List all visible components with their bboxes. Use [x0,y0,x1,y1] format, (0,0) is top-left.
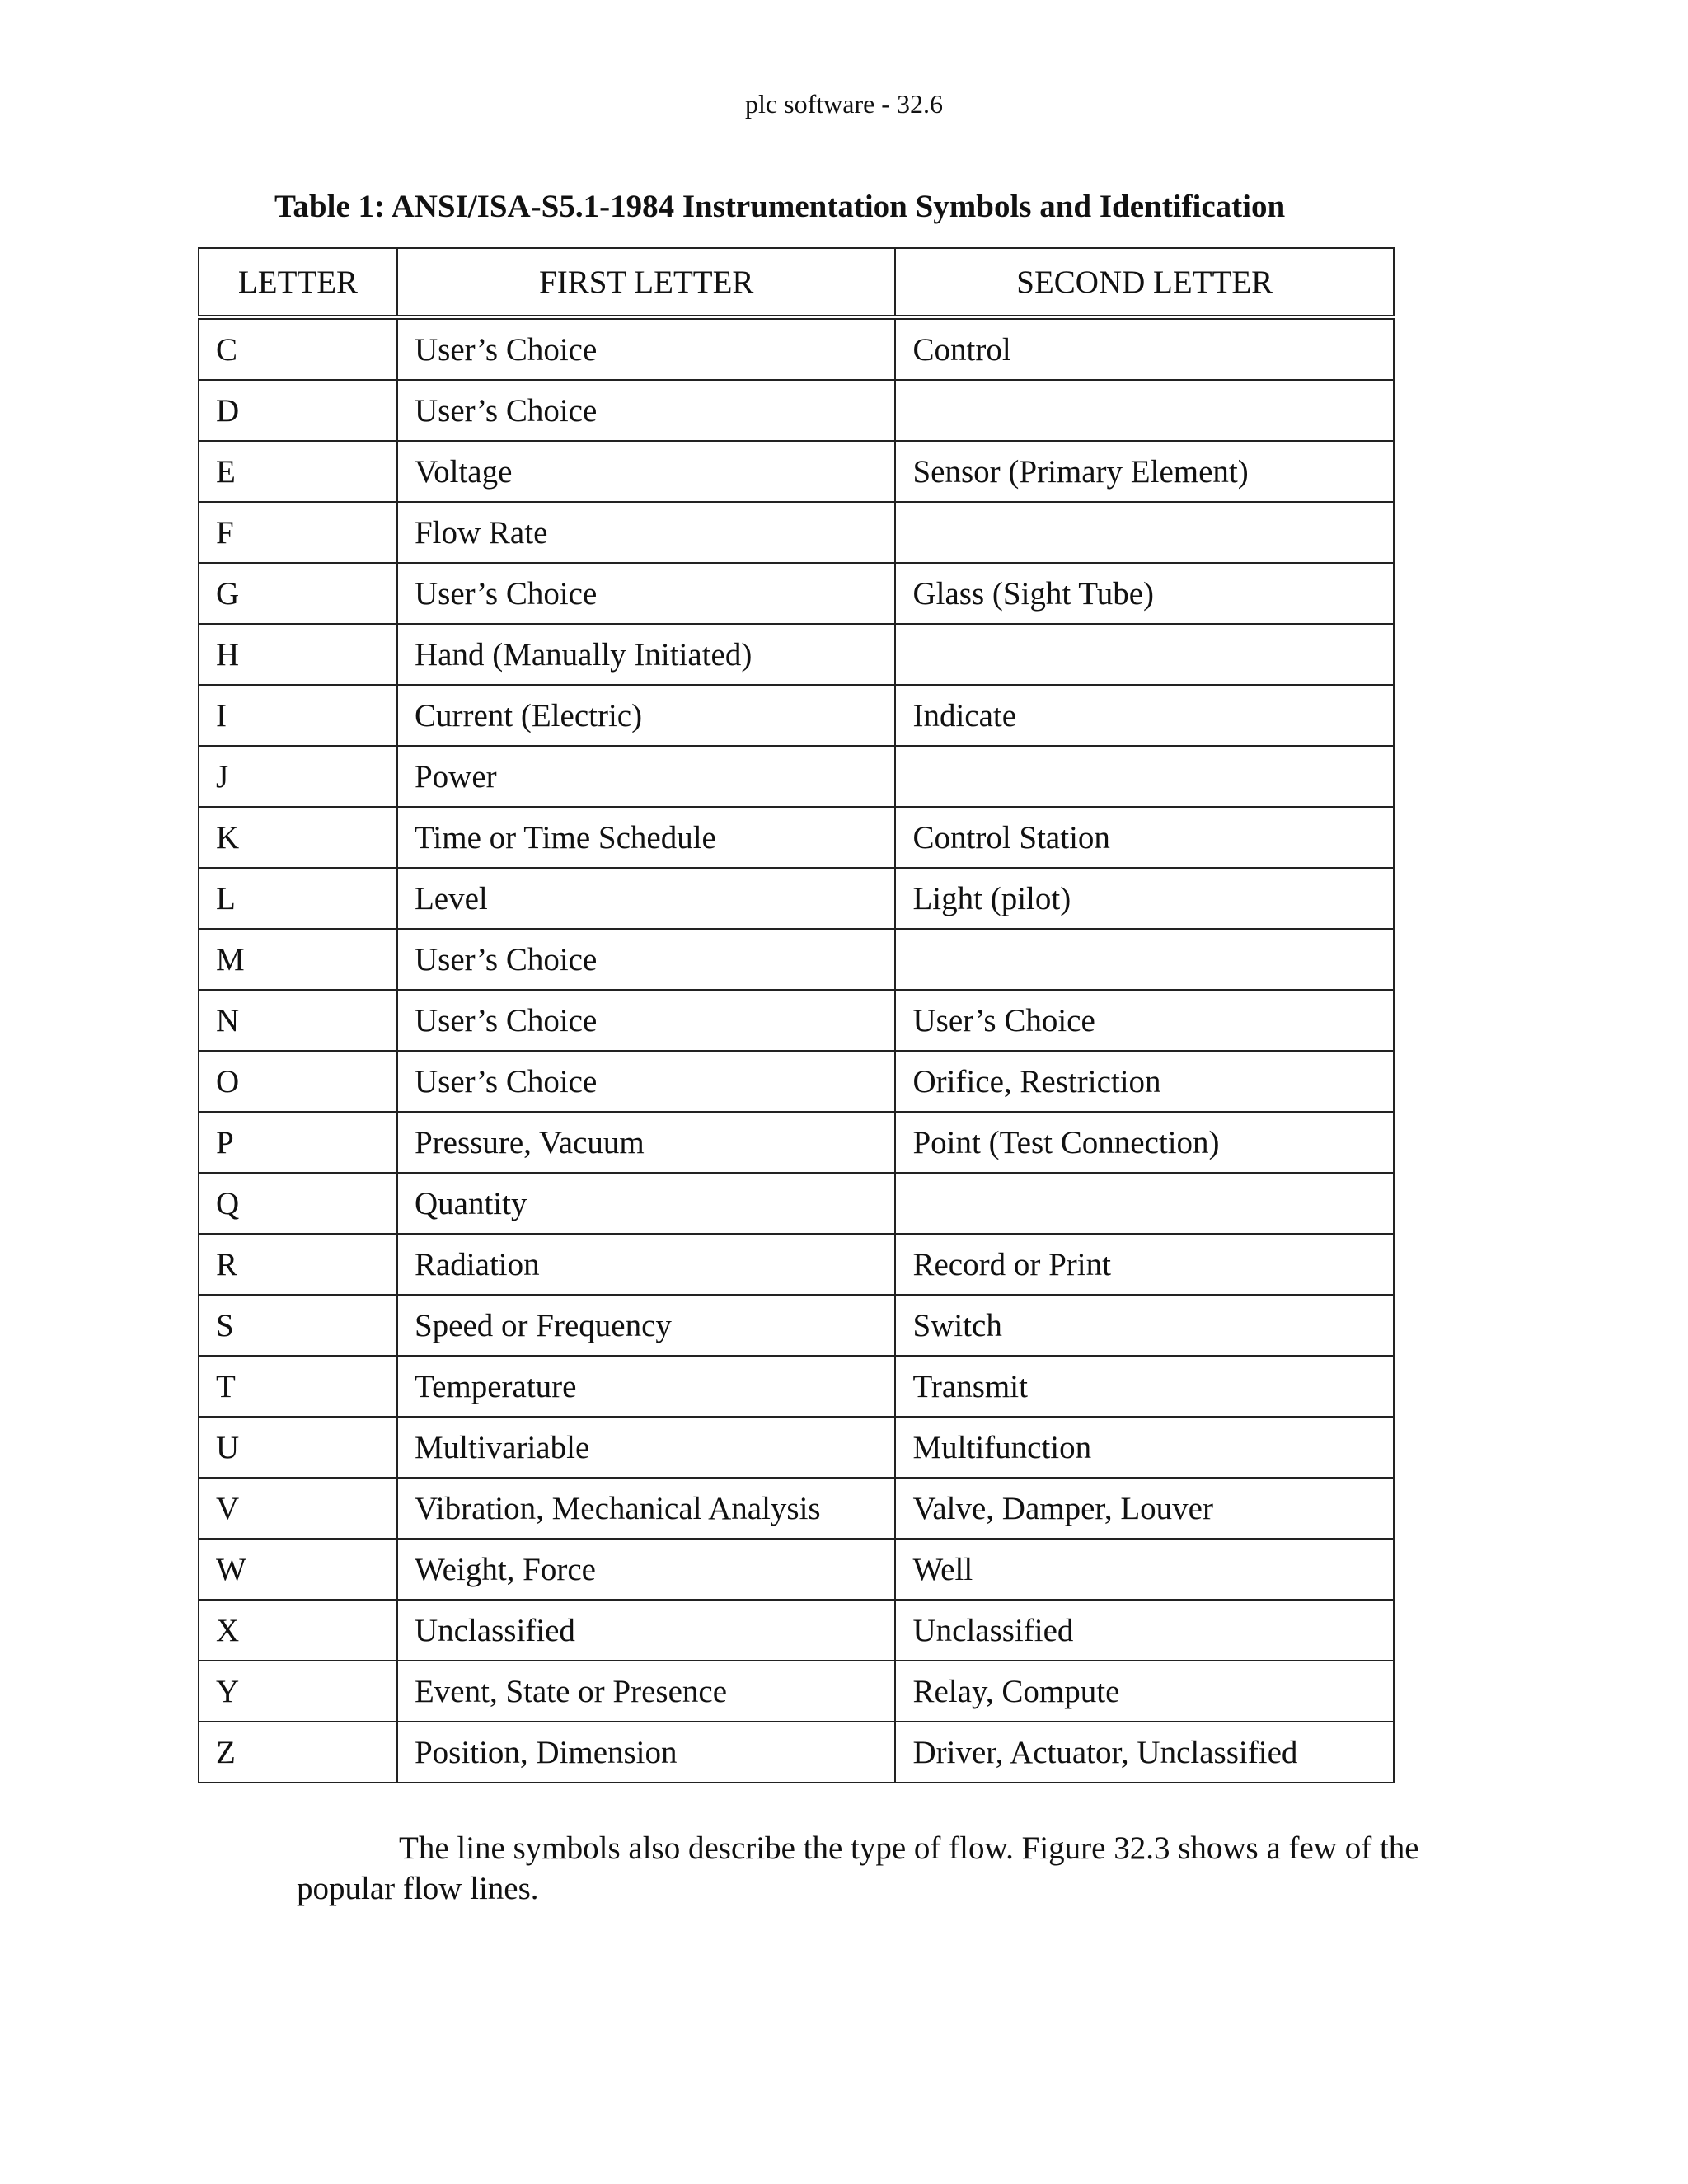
cell-second-letter [895,380,1394,441]
cell-first-letter: Power [397,746,896,807]
cell-first-letter: User’s Choice [397,317,896,380]
cell-first-letter: Weight, Force [397,1539,896,1600]
cell-second-letter [895,746,1394,807]
cell-first-letter: Pressure, Vacuum [397,1112,896,1173]
table-row [199,1600,1394,1661]
cell-first-letter: Current (Electric) [397,685,896,746]
cell-second-letter: Multifunction [895,1417,1394,1478]
cell-letter: D [199,380,397,441]
cell-letter: K [199,807,397,868]
cell-second-letter: Transmit [895,1356,1394,1417]
cell-letter: J [199,746,397,807]
cell-second-letter: Relay, Compute [895,1661,1394,1722]
cell-letter: I [199,685,397,746]
table-row [199,1417,1394,1478]
cell-second-letter [895,1173,1394,1234]
cell-second-letter: Sensor (Primary Element) [895,441,1394,502]
cell-second-letter: Glass (Sight Tube) [895,563,1394,624]
paragraph-text: The line symbols also describe the type of flow. Figure 32.3 shows a few of the popular flow lines. [297,1830,1419,1906]
cell-second-letter: Control [895,317,1394,380]
table-row [199,1722,1394,1783]
cell-first-letter: User’s Choice [397,990,896,1051]
table-row [199,317,1394,380]
cell-second-letter [895,502,1394,563]
cell-letter: F [199,502,397,563]
cell-second-letter: Valve, Damper, Louver [895,1478,1394,1539]
table-row [199,502,1394,563]
cell-first-letter: Radiation [397,1234,896,1295]
cell-letter: R [199,1234,397,1295]
cell-second-letter: Switch [895,1295,1394,1356]
cell-first-letter: Level [397,868,896,929]
cell-first-letter: Unclassified [397,1600,896,1661]
cell-first-letter: User’s Choice [397,563,896,624]
cell-letter: Q [199,1173,397,1234]
cell-second-letter: User’s Choice [895,990,1394,1051]
cell-first-letter: User’s Choice [397,380,896,441]
cell-first-letter: Voltage [397,441,896,502]
table-body [199,317,1394,1783]
table-row [199,1051,1394,1112]
table-row [199,685,1394,746]
cell-second-letter: Driver, Actuator, Unclassified [895,1722,1394,1783]
body-paragraph [297,1828,1467,1909]
table-header-row [199,248,1394,317]
cell-first-letter: Multivariable [397,1417,896,1478]
cell-letter: Z [199,1722,397,1783]
cell-second-letter: Point (Test Connection) [895,1112,1394,1173]
table-row [199,1356,1394,1417]
cell-second-letter: Light (pilot) [895,868,1394,929]
cell-second-letter: Orifice, Restriction [895,1051,1394,1112]
cell-letter: G [199,563,397,624]
cell-letter: N [199,990,397,1051]
cell-letter: L [199,868,397,929]
cell-second-letter [895,624,1394,685]
cell-first-letter: Quantity [397,1173,896,1234]
table-row [199,563,1394,624]
cell-second-letter: Record or Print [895,1234,1394,1295]
cell-first-letter: Event, State or Presence [397,1661,896,1722]
cell-first-letter: Speed or Frequency [397,1295,896,1356]
cell-letter: C [199,317,397,380]
cell-letter: V [199,1478,397,1539]
cell-first-letter: Flow Rate [397,502,896,563]
cell-second-letter: Unclassified [895,1600,1394,1661]
column-header-letter: LETTER [199,248,397,317]
column-header-second-letter: SECOND LETTER [895,248,1394,317]
cell-letter: W [199,1539,397,1600]
table-row [199,1478,1394,1539]
cell-letter: T [199,1356,397,1417]
cell-first-letter: User’s Choice [397,929,896,990]
table-row [199,746,1394,807]
table-row [199,1295,1394,1356]
cell-letter: U [199,1417,397,1478]
table-row [199,807,1394,868]
cell-letter: P [199,1112,397,1173]
table-row [199,1112,1394,1173]
cell-letter: E [199,441,397,502]
cell-second-letter: Indicate [895,685,1394,746]
table-row [199,624,1394,685]
table-row [199,1173,1394,1234]
table-row [199,1661,1394,1722]
page-header: plc software - 32.6 [745,89,943,119]
cell-second-letter: Well [895,1539,1394,1600]
table-row [199,380,1394,441]
cell-first-letter: Temperature [397,1356,896,1417]
table-caption: Table 1: ANSI/ISA-S5.1-1984 Instrumentation Symbols and Identification [274,189,1286,224]
table-row [199,868,1394,929]
cell-letter: O [199,1051,397,1112]
cell-letter: X [199,1600,397,1661]
column-header-first-letter: FIRST LETTER [397,248,896,317]
table-row [199,441,1394,502]
cell-second-letter [895,929,1394,990]
table-row [199,990,1394,1051]
instrumentation-symbols-table [198,247,1395,1783]
cell-first-letter: User’s Choice [397,1051,896,1112]
cell-first-letter: Position, Dimension [397,1722,896,1783]
cell-letter: Y [199,1661,397,1722]
cell-first-letter: Hand (Manually Initiated) [397,624,896,685]
cell-letter: H [199,624,397,685]
table-row [199,1234,1394,1295]
table-row [199,1539,1394,1600]
cell-letter: S [199,1295,397,1356]
cell-letter: M [199,929,397,990]
cell-first-letter: Vibration, Mechanical Analysis [397,1478,896,1539]
table-row [199,929,1394,990]
cell-first-letter: Time or Time Schedule [397,807,896,868]
cell-second-letter: Control Station [895,807,1394,868]
